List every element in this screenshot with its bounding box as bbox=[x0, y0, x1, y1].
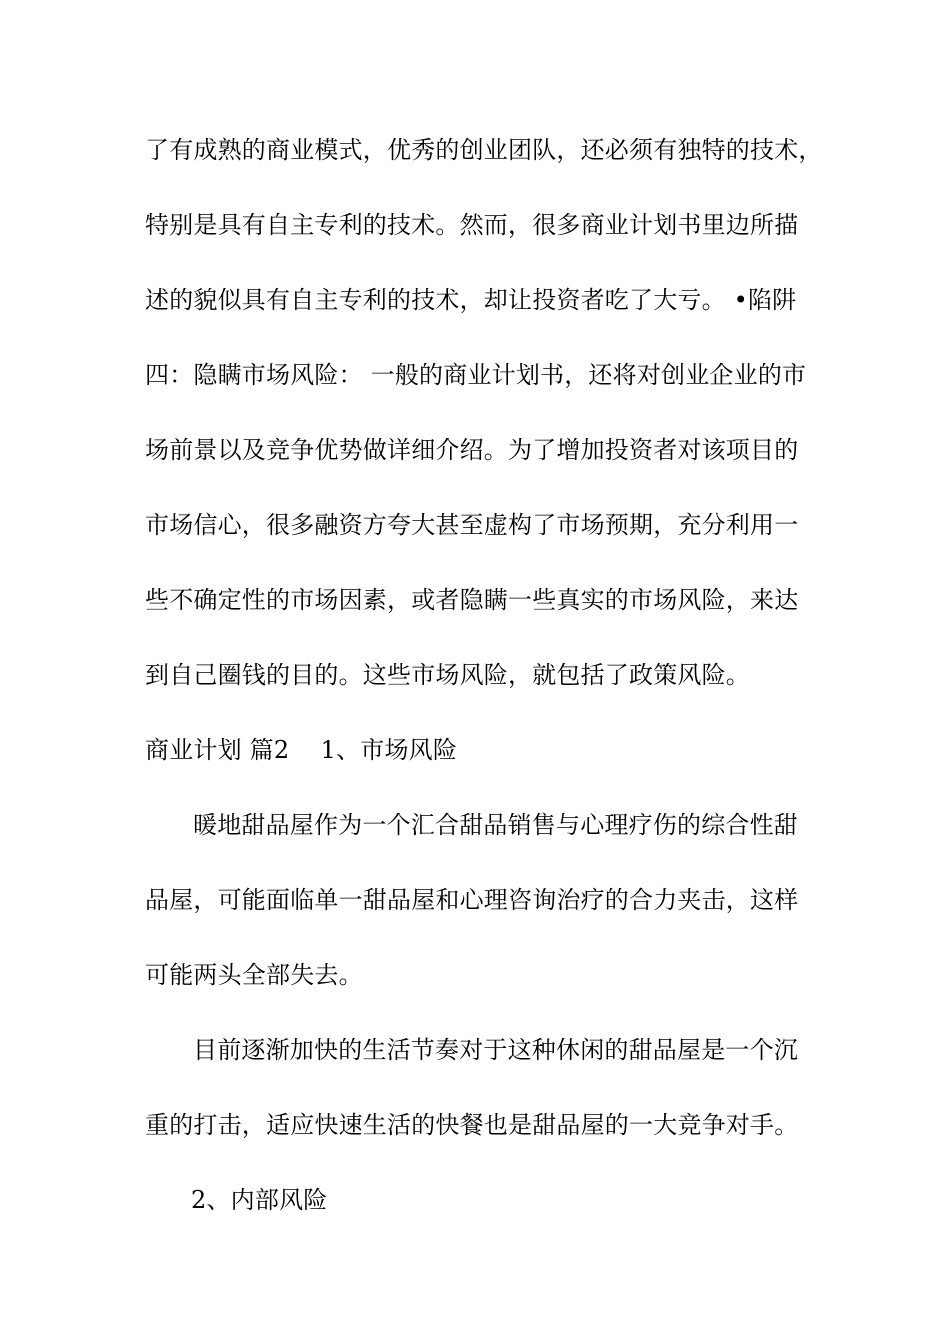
paragraph-line-1: 了有成熟的商业模式，优秀的创业团队，还必须有独特的技术， bbox=[145, 136, 823, 164]
paragraph-line-6: 市场信心，很多融资方夸大甚至虚构了市场预期，充分利用一 bbox=[145, 511, 799, 539]
paragraph-line-4: 四：隐瞒市场风险： 一般的商业计划书，还将对创业企业的市 bbox=[145, 361, 807, 389]
paragraph-line-13: 目前逐渐加快的生活节奏对于这种休闲的甜品屋是一个沉 bbox=[193, 1036, 798, 1064]
paragraph-line-7: 些不确定性的市场因素，或者隐瞒一些真实的市场风险，来达 bbox=[145, 586, 799, 614]
subsection-heading: 2、内部风险 bbox=[191, 1186, 328, 1214]
paragraph-line-3: 述的貌似具有自主专利的技术，却让投资者吃了大亏。 •陷阱 bbox=[145, 286, 797, 314]
paragraph-line-8: 到自己圈钱的目的。这些市场风险，就包括了政策风险。 bbox=[145, 661, 750, 689]
section-heading: 商业计划 篇2 1、市场风险 bbox=[145, 736, 458, 764]
paragraph-line-10: 暖地甜品屋作为一个汇合甜品销售与心理疗伤的综合性甜 bbox=[193, 811, 798, 839]
paragraph-line-11: 品屋，可能面临单一甜品屋和心理咨询治疗的合力夹击，这样 bbox=[145, 886, 799, 914]
paragraph-line-5: 场前景以及竞争优势做详细介绍。为了增加投资者对该项目的 bbox=[145, 436, 799, 464]
paragraph-line-12: 可能两头全部失去。 bbox=[145, 961, 363, 989]
paragraph-line-14: 重的打击，适应快速生活的快餐也是甜品屋的一大竞争对手。 bbox=[145, 1111, 799, 1139]
paragraph-line-2: 特别是具有自主专利的技术。然而，很多商业计划书里边所描 bbox=[145, 211, 799, 239]
